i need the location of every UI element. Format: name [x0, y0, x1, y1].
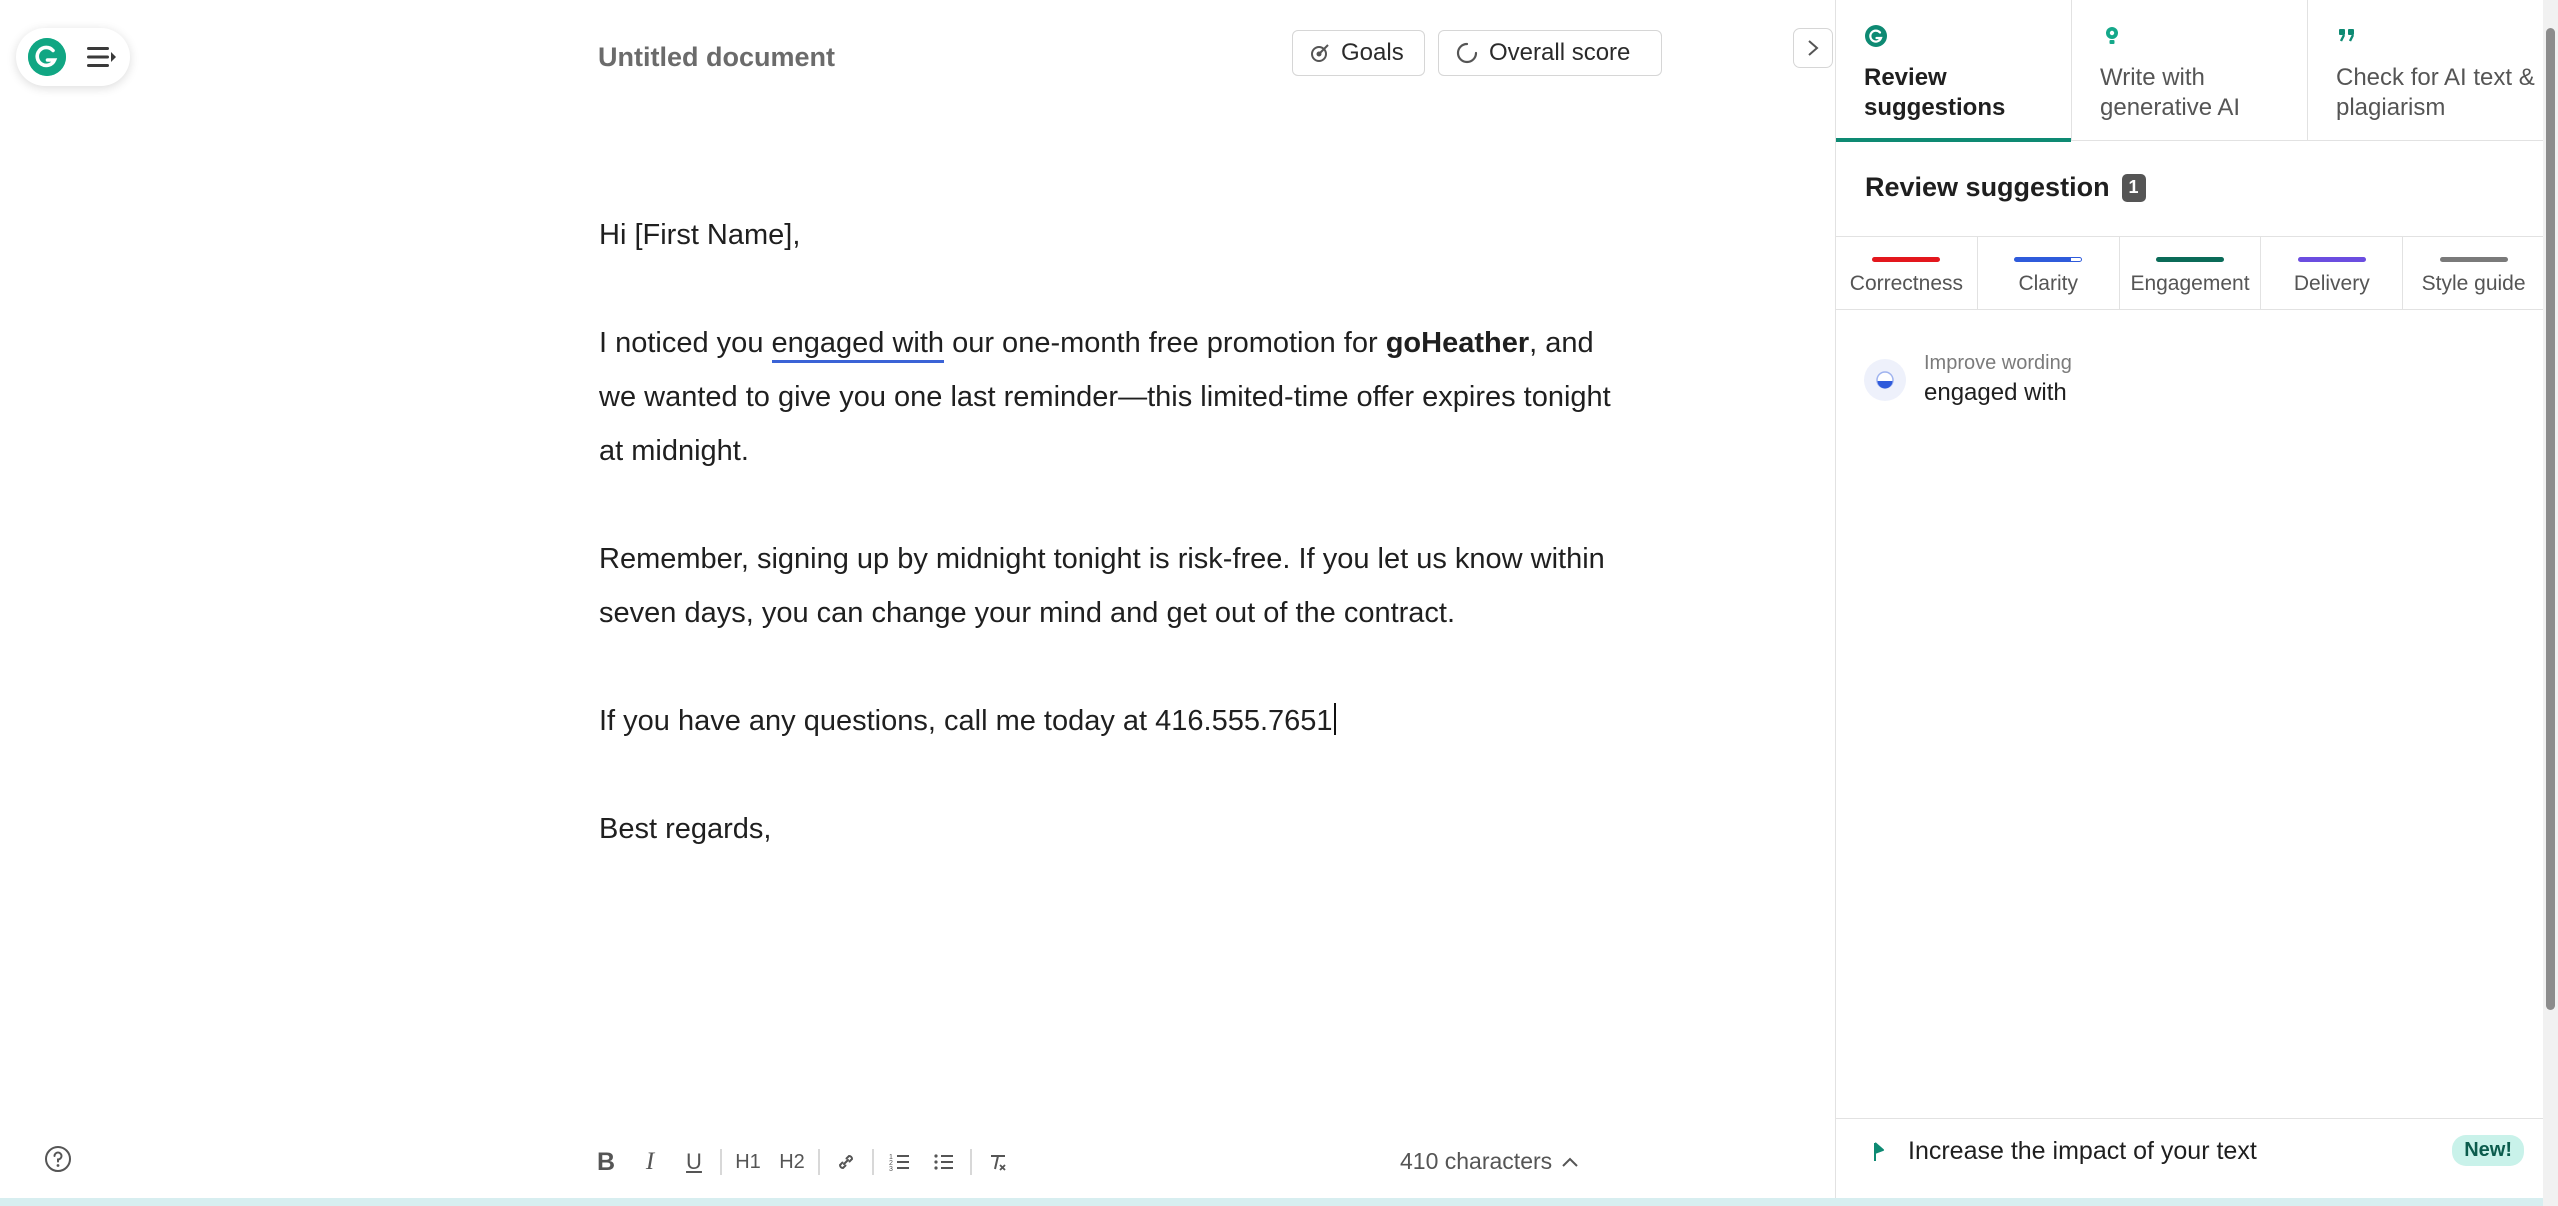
- arrow-flag-icon: [1872, 1141, 1886, 1163]
- lightbulb-icon: [2100, 24, 2124, 48]
- paragraph-greeting: Hi [First Name],: [599, 219, 801, 251]
- formatting-toolbar: [584, 1142, 1020, 1182]
- character-count[interactable]: [1400, 1148, 1580, 1175]
- tab-label: Check for AI text & plagiarism: [2336, 64, 2535, 121]
- category-engagement[interactable]: [2120, 237, 2262, 309]
- overall-score-label: Overall score: [1489, 39, 1631, 66]
- character-count-label: 410 characters: [1400, 1148, 1553, 1174]
- clear-format-icon[interactable]: [976, 1142, 1020, 1182]
- bold-button[interactable]: B: [596, 1147, 616, 1176]
- underline-button[interactable]: U: [686, 1149, 702, 1174]
- paragraph-signoff: Best regards,: [599, 813, 772, 845]
- suggestion-kind: Improve wording: [1924, 352, 2072, 374]
- text-run: our one-month free promotion for: [944, 327, 1386, 359]
- suggestion-text: engaged with: [1924, 379, 2067, 406]
- toolbar-divider: [970, 1149, 972, 1175]
- bulleted-list-icon[interactable]: [922, 1142, 966, 1182]
- tab-label: Review suggestions: [1864, 64, 2006, 121]
- svg-text:2: 2: [889, 1160, 893, 1167]
- document-menu-icon[interactable]: [84, 40, 118, 74]
- increase-impact-text: Increase the impact of your text: [1908, 1137, 2257, 1165]
- grammarly-logo-icon[interactable]: [28, 38, 66, 76]
- grammarly-widget[interactable]: [16, 28, 130, 86]
- svg-text:1: 1: [889, 1154, 893, 1161]
- bottom-strip: [0, 1198, 2543, 1206]
- tab-label: Write with generative AI: [2100, 64, 2241, 121]
- category-delivery[interactable]: [2261, 237, 2403, 309]
- tab-ai-plagiarism[interactable]: [2308, 0, 2544, 140]
- category-style-guide[interactable]: [2403, 237, 2544, 309]
- text-run: I noticed you: [599, 327, 772, 359]
- tab-generative-ai[interactable]: [2072, 0, 2308, 140]
- chevron-right-icon: [1806, 38, 1820, 58]
- category-label: Clarity: [2018, 272, 2078, 295]
- category-bar: [2014, 257, 2082, 262]
- text-run: , and we wanted to give you one last reminder—this limited-time offer expires tonight at midnight.: [599, 327, 1611, 467]
- assistant-panel: [1835, 0, 2544, 1206]
- paragraph-intro: [599, 316, 1619, 478]
- panel-scrollbar-thumb[interactable]: [2546, 28, 2555, 1010]
- quote-icon: [2336, 24, 2360, 48]
- paragraph-risk-free: Remember, signing up by midnight tonight is risk-free. If you let us know within seven days, you can change your mind and get out of the contract.: [599, 543, 1605, 629]
- toolbar-divider: [818, 1149, 820, 1175]
- category-label: Correctness: [1849, 272, 1963, 295]
- review-suggestion-title: Review suggestion: [1865, 172, 2110, 202]
- bold-brand-name: goHeather: [1385, 327, 1530, 359]
- target-icon: [1309, 42, 1331, 64]
- heading-2-button[interactable]: H2: [779, 1150, 805, 1173]
- italic-button[interactable]: I: [645, 1148, 655, 1175]
- numbered-list-icon[interactable]: [878, 1142, 922, 1182]
- score-spinner-icon: [1455, 41, 1479, 65]
- category-filters: [1836, 236, 2544, 310]
- category-label: Delivery: [2293, 272, 2370, 295]
- document-title[interactable]: Untitled document: [598, 42, 835, 72]
- toolbar-divider: [720, 1149, 722, 1175]
- svg-text:3: 3: [889, 1166, 893, 1173]
- highlighted-suggestion[interactable]: engaged with: [772, 327, 945, 363]
- help-icon[interactable]: [44, 1145, 72, 1173]
- heading-1-button[interactable]: H1: [735, 1150, 761, 1173]
- chevron-up-icon: [1560, 1155, 1580, 1169]
- panel-tabs: [1836, 0, 2544, 141]
- document-editor[interactable]: [599, 208, 1619, 910]
- toolbar-divider: [872, 1149, 874, 1175]
- overall-score-button[interactable]: [1438, 30, 1662, 76]
- suggestion-card[interactable]: [1864, 352, 2072, 407]
- category-bar: [2298, 257, 2366, 262]
- goals-button[interactable]: [1292, 30, 1425, 76]
- tab-review-suggestions[interactable]: [1836, 0, 2072, 140]
- category-label: Style guide: [2421, 272, 2526, 295]
- grammarly-g-icon: [1864, 24, 1888, 48]
- clarity-suggestion-icon: [1864, 359, 1906, 401]
- category-bar: [2440, 257, 2508, 262]
- category-bar: [2156, 257, 2224, 262]
- link-icon[interactable]: [824, 1142, 868, 1182]
- collapse-panel-button[interactable]: [1793, 28, 1833, 68]
- new-badge: New!: [2452, 1135, 2524, 1166]
- text-caret: [1334, 703, 1336, 735]
- increase-impact-bar[interactable]: [1836, 1118, 2544, 1184]
- category-correctness[interactable]: [1836, 237, 1978, 309]
- text-run: If you have any questions, call me today at 416.555.7651: [599, 705, 1333, 737]
- category-clarity[interactable]: [1978, 237, 2120, 309]
- goals-label: Goals: [1341, 39, 1404, 66]
- category-bar: [1872, 257, 1940, 262]
- review-suggestion-heading: [1865, 172, 2146, 203]
- paragraph-contact: [599, 694, 1619, 748]
- category-label: Engagement: [2130, 272, 2250, 295]
- suggestion-count-badge: 1: [2122, 174, 2146, 202]
